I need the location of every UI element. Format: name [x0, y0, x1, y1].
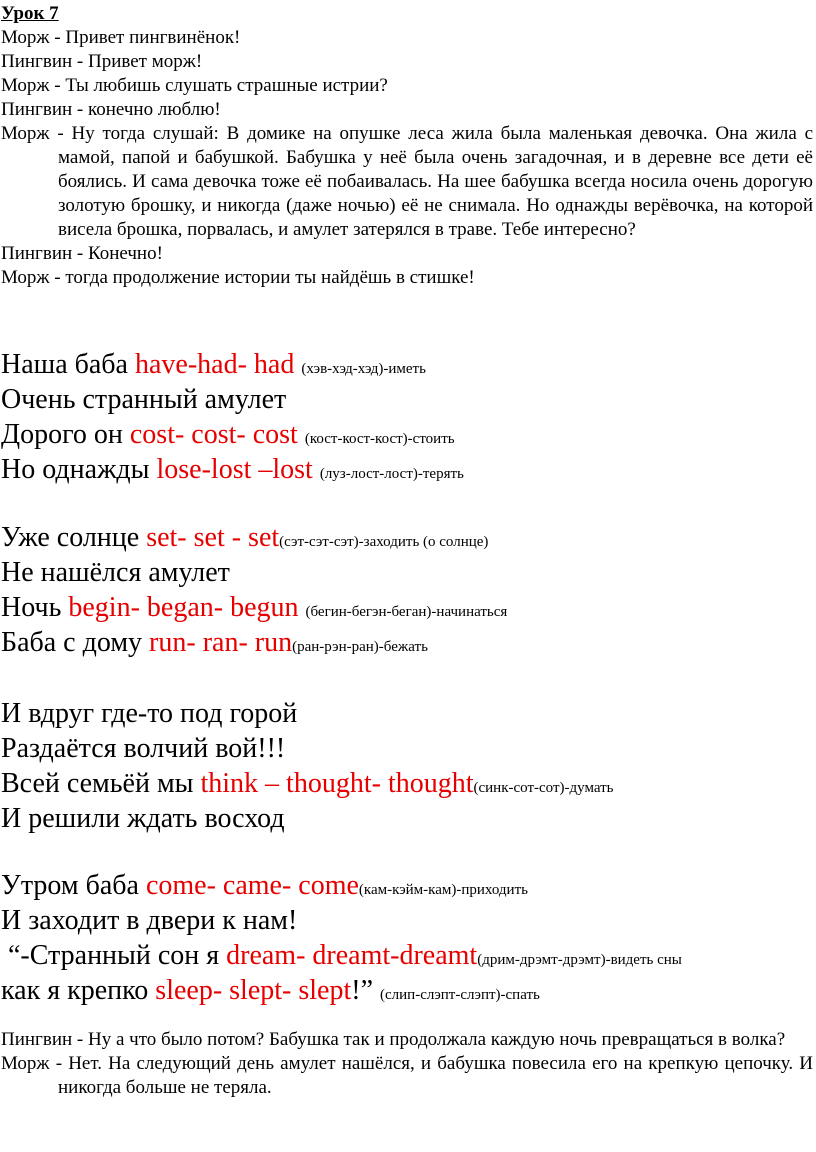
- dialog-line: Пингвин - конечно люблю!: [1, 99, 221, 120]
- verse-line: [1, 869, 528, 907]
- dialog-line: Морж - Ну тогда слушай: В домике на опушке леса жила была маленькая девочка. Она жила с мамой, папой и бабушкой. Бабушка у неё была очень загадочная, и в деревне все дети её боялись. И сама девочка тоже её побаивалась. На шее бабушка всегда носила очень дорогую золотую брошку, и никогда (даже ночью) её не снимала. Но однажды верёвочка, на которой висела брошка, порвалась, и амулет затерялся в траве. Тебе интересно?: [1, 123, 813, 240]
- dialog-line: Пингвин - Конечно!: [1, 243, 163, 264]
- verse-line: [1, 556, 230, 590]
- verse-text: Баба с дому: [1, 627, 150, 658]
- dialog-line: Морж - тогда продолжение истории ты найдёшь в стишке!: [1, 267, 475, 288]
- verb-forms: run- ran- run: [149, 627, 293, 658]
- verse-text: Ночь: [1, 592, 69, 623]
- verse-line: [1, 521, 488, 559]
- verse-tail: !”: [351, 975, 381, 1006]
- verse-line: [1, 383, 286, 417]
- verse-line: [1, 974, 540, 1012]
- verse-line: [1, 697, 297, 731]
- verb-forms: come- came- come: [145, 870, 359, 901]
- verb-forms: begin- began- begun: [68, 592, 299, 623]
- verse-line: [1, 939, 682, 977]
- dialog-line: Морж - Привет пингвинёнок!: [1, 27, 241, 48]
- verb-note: (кам-кэйм-кам)-приходить: [358, 882, 528, 898]
- dialog-line: Морж - Ты любишь слушать страшные истрии?: [1, 75, 388, 96]
- verb-note: (дрим-дрэмт-дрэмт)-видеть сны: [477, 952, 682, 968]
- verb-forms: dream- dreamt-dreamt: [226, 940, 478, 971]
- verb-note: (синк-сот-сот)-думать: [473, 780, 614, 796]
- verb-forms: have-had- had: [134, 349, 295, 380]
- verse-text: И вдруг где-то под горой: [1, 698, 298, 729]
- verse-text: Уже солнце: [1, 522, 147, 553]
- verb-forms: set- set - set: [146, 522, 280, 553]
- verb-note: (ран-рэн-ран)-бежать: [292, 639, 428, 655]
- verse-line: [1, 732, 285, 766]
- verse-text: Очень странный амулет: [1, 384, 287, 415]
- verb-note: (хэв-хэд-хэд)-иметь: [301, 361, 426, 377]
- verse-line: [1, 626, 428, 664]
- verse-line: [1, 904, 297, 938]
- dialog-line: Пингвин - Ну а что было потом? Бабушка так и продолжала каждую ночь превращаться в волка?: [1, 1029, 786, 1050]
- verse-text: И заходит в двери к нам!: [1, 905, 298, 936]
- verse-text: Не нашёлся амулет: [1, 557, 230, 588]
- verb-note: (кост-кост-кост)-стоить: [304, 431, 455, 447]
- verb-forms: lose-lost –lost: [156, 454, 313, 485]
- verse-line: [1, 418, 455, 456]
- verb-forms: think – thought- thought: [200, 768, 474, 799]
- lesson-title: Урок 7: [1, 3, 59, 24]
- verse-line: [1, 453, 464, 491]
- verse-text: Но однажды: [1, 454, 157, 485]
- verse-text: И решили ждать восход: [1, 803, 285, 834]
- verse-text: Дорого он: [1, 419, 130, 450]
- verb-note: (сэт-сэт-сэт)-заходить (о солнце): [279, 534, 489, 550]
- verb-note: (бегин-бегэн-беган)-начинаться: [305, 604, 508, 620]
- verse-line: [1, 348, 426, 386]
- verse-text: Раздаётся волчий вой!!!: [1, 733, 286, 764]
- verse-text: Всей семьёй мы: [1, 768, 201, 799]
- verse-line: [1, 802, 285, 836]
- dialog-line: Морж - Нет. На следующий день амулет нашёлся, и бабушка повесила его на крепкую цепочку. И никогда больше не теряла.: [1, 1053, 813, 1098]
- verse-text: как я крепко: [1, 975, 156, 1006]
- verb-forms: sleep- slept- slept: [155, 975, 352, 1006]
- verse-line: [1, 591, 507, 629]
- verse-text: “-Странный сон я: [1, 940, 227, 971]
- intro-dialog: [1, 26, 813, 290]
- outro-dialog: [1, 1028, 813, 1100]
- verb-note: (луз-лост-лост)-терять: [319, 466, 464, 482]
- verse-text: Наша баба: [1, 349, 135, 380]
- dialog-line: Пингвин - Привет морж!: [1, 51, 203, 72]
- verb-forms: cost- cost- cost: [129, 419, 298, 450]
- verse-line: [1, 767, 614, 805]
- verse-text: Утром баба: [1, 870, 146, 901]
- verb-note: (слип-слэпт-слэпт)-спать: [380, 987, 540, 1003]
